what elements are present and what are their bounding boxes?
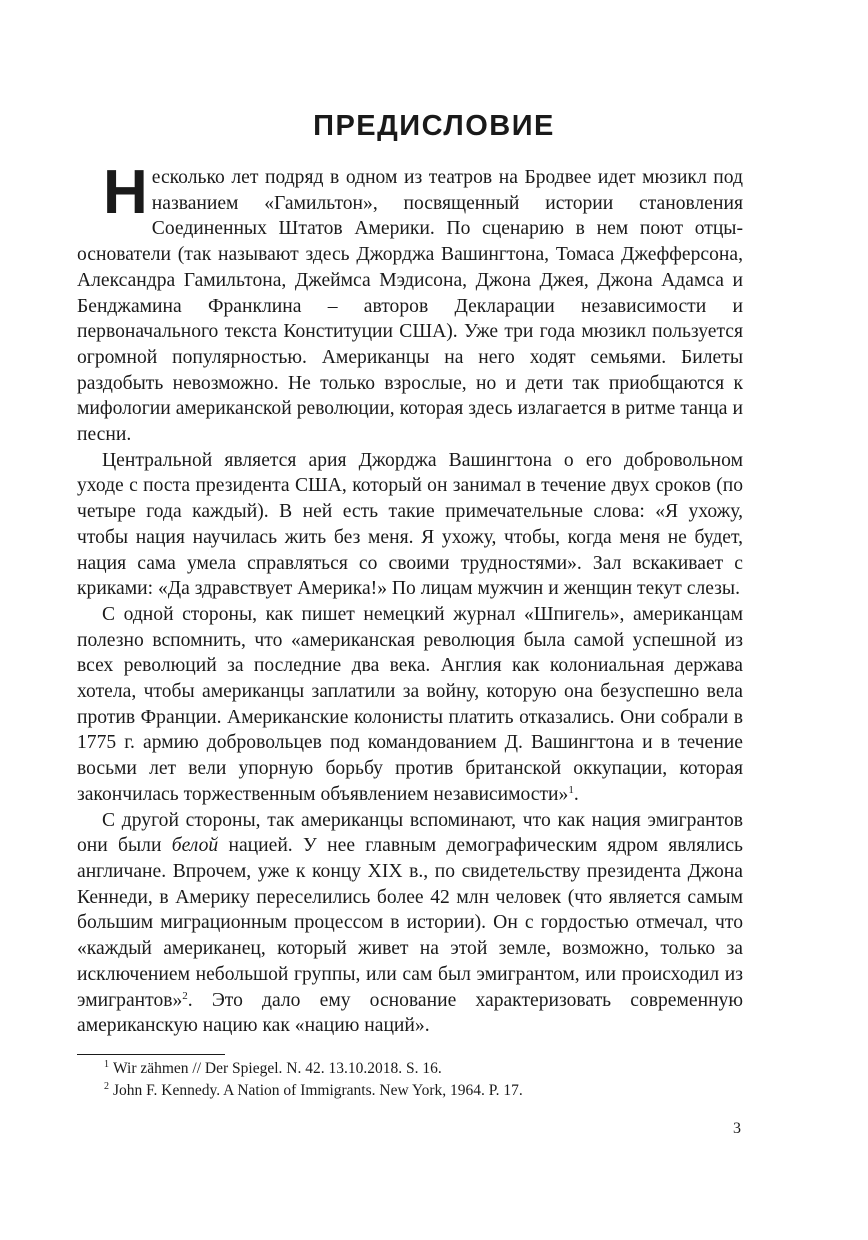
footnote-ref-2[interactable]: 2 bbox=[182, 989, 188, 1002]
emphasis-word: белой bbox=[171, 835, 219, 857]
footnote-number: 2 bbox=[104, 1081, 109, 1092]
paragraph-1-text: есколько лет подряд в одном из театров на Бродвее идет мюзикл под названием «Гамильтон», посвященный истории становления Соединенных Штатов Америки. По сценарию в нем поют отцы-основатели (так называют здесь Джорджа Вашингтона, Томаса Джефферсона, Александра Гамильтона, Джеймса Мэдисона, Джона Джея, Джона Адамса и Бенджамина Франклина – авторов Декларации независимости и первоначального текста Конституции США). Уже три года мюзикл пользуется огромной популярностью. Американцы на него ходят семьями. Билеты раздобыть невозможно. Не только взрослые, но и дети так приобщаются к мифологии американской революции, которая здесь излагается в ритме танца и песни. bbox=[77, 167, 743, 446]
paragraph-4 bbox=[77, 808, 743, 1039]
paragraph-4-text-b: нацией. У нее главным демографическим ядром являлись англичане. Впрочем, уже к концу XIX в., по свидетельству президента Джона Кеннеди, в Америку переселились более 42 млн человек (что является самым большим миграционным процессом в истории). Он с гордостью отмечал, что «каждый американец, который живет на этой земле, возможно, только за исключением небольшой группы, или сам был эмигрантом, или происходил из эмигрантов» bbox=[77, 835, 743, 1011]
page-title: ПРЕДИСЛОВИЕ bbox=[313, 110, 555, 142]
footnotes bbox=[104, 1058, 744, 1102]
paragraph-4-text-a: С другой стороны, так американцы вспоминают, что как нация эмигрантов они были bbox=[77, 809, 743, 857]
paragraph-3-end: . bbox=[573, 783, 579, 805]
paragraph-1 bbox=[77, 158, 743, 448]
drop-cap: Н bbox=[103, 158, 148, 227]
paragraph-3 bbox=[77, 602, 743, 808]
page-number: 3 bbox=[733, 1120, 741, 1137]
paragraph-4-text-c: . Это дало ему основание характеризовать современную американскую нацию как «нацию наций». bbox=[77, 989, 743, 1037]
body-text bbox=[77, 158, 743, 1039]
footnote-separator bbox=[77, 1054, 225, 1055]
footnote-ref-1[interactable]: 1 bbox=[568, 783, 574, 796]
footnote-2 bbox=[104, 1080, 744, 1102]
footnote-text: John F. Kennedy. A Nation of Immigrants. New York, 1964. P. 17. bbox=[113, 1082, 523, 1099]
footnote-1 bbox=[104, 1058, 744, 1080]
footnote-number: 1 bbox=[104, 1059, 109, 1070]
paragraph-3-text: С одной стороны, как пишет немецкий журнал «Шпигель», американцам полезно вспомнить, что «американская революция была самой успешной из всех революций за последние два века. Англия как колониальная держава хотела, чтобы американцы заплатили за войну, которую она безуспешно вела против Франции. Американские колонисты платить отказались. Они собрали в 1775 г. армию добровольцев под командованием Д. Вашингтона и в течение восьми лет вели упорную борьбу против британской оккупации, которая закончилась торжественным объявлением независимости» bbox=[77, 603, 743, 805]
paragraph-2: Центральной является ария Джорджа Вашингтона о его добровольном уходе с поста президента США, который он занимал в течение двух сроков (по четыре года каждый). В ней есть такие примечательные слова: «Я ухожу, чтобы нация научилась жить без меня. Я ухожу, чтобы, когда меня не будет, нация сама умела справляться со своими трудностями». Зал вскакивает с криками: «Да здравствует Америка!» По лицам мужчин и женщин текут слезы. bbox=[77, 449, 743, 600]
footnote-text: Wir zähmen // Der Spiegel. N. 42. 13.10.2018. S. 16. bbox=[113, 1060, 442, 1077]
